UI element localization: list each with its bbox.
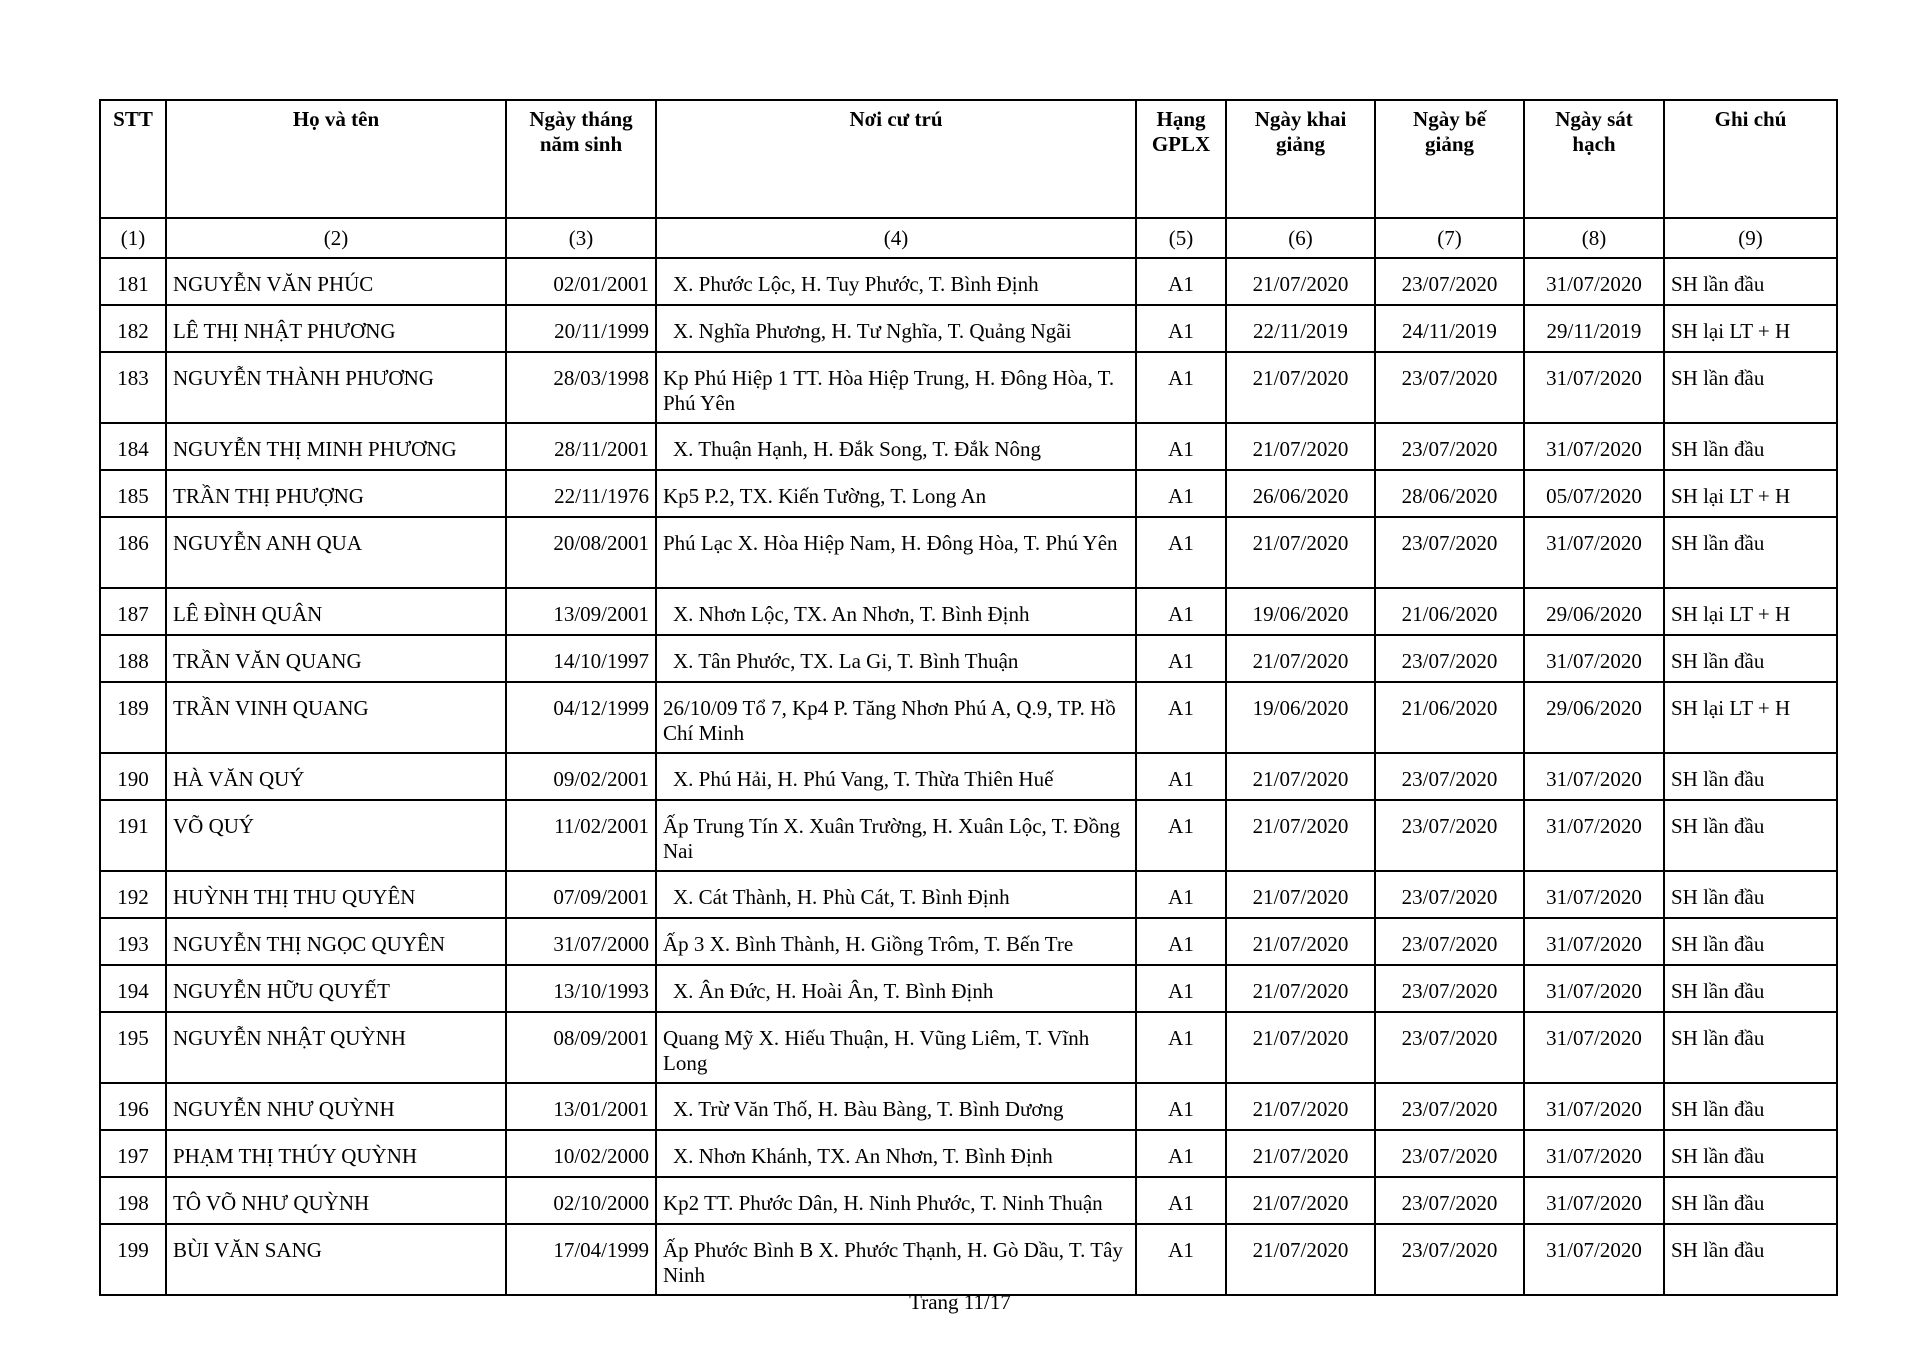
row-end-date: 23/07/2020 bbox=[1375, 423, 1524, 470]
row-start-date: 19/06/2020 bbox=[1226, 682, 1375, 753]
row-start-date: 21/07/2020 bbox=[1226, 871, 1375, 918]
row-address: X. Trừ Văn Thố, H. Bàu Bàng, T. Bình Dương bbox=[656, 1083, 1136, 1130]
row-license-class: A1 bbox=[1136, 635, 1226, 682]
row-stt: 197 bbox=[100, 1130, 166, 1177]
row-end-date: 23/07/2020 bbox=[1375, 800, 1524, 871]
row-license-class: A1 bbox=[1136, 305, 1226, 352]
table-row bbox=[100, 423, 1837, 470]
row-name: NGUYỄN VĂN PHÚC bbox=[166, 258, 506, 305]
row-dob: 11/02/2001 bbox=[506, 800, 656, 871]
row-exam-date: 31/07/2020 bbox=[1524, 871, 1664, 918]
row-end-date: 23/07/2020 bbox=[1375, 1177, 1524, 1224]
header-address: Nơi cư trú bbox=[656, 100, 1136, 218]
row-license-class: A1 bbox=[1136, 258, 1226, 305]
row-note: SH lần đầu bbox=[1664, 1177, 1837, 1224]
row-note: SH lần đầu bbox=[1664, 753, 1837, 800]
row-dob: 13/01/2001 bbox=[506, 1083, 656, 1130]
row-start-date: 21/07/2020 bbox=[1226, 1130, 1375, 1177]
row-dob: 31/07/2000 bbox=[506, 918, 656, 965]
row-dob: 14/10/1997 bbox=[506, 635, 656, 682]
row-start-date: 21/07/2020 bbox=[1226, 1083, 1375, 1130]
row-exam-date: 31/07/2020 bbox=[1524, 800, 1664, 871]
row-note: SH lần đầu bbox=[1664, 965, 1837, 1012]
table-row bbox=[100, 470, 1837, 517]
table-row bbox=[100, 871, 1837, 918]
row-dob: 07/09/2001 bbox=[506, 871, 656, 918]
row-stt: 185 bbox=[100, 470, 166, 517]
row-license-class: A1 bbox=[1136, 871, 1226, 918]
row-name: TÔ VÕ NHƯ QUỲNH bbox=[166, 1177, 506, 1224]
row-stt: 181 bbox=[100, 258, 166, 305]
row-name: NGUYỄN ANH QUA bbox=[166, 517, 506, 588]
row-address: X. Phước Lộc, H. Tuy Phước, T. Bình Định bbox=[656, 258, 1136, 305]
row-dob: 04/12/1999 bbox=[506, 682, 656, 753]
row-start-date: 21/07/2020 bbox=[1226, 1177, 1375, 1224]
header-end bbox=[1375, 100, 1524, 218]
row-note: SH lại LT + H bbox=[1664, 305, 1837, 352]
row-start-date: 21/07/2020 bbox=[1226, 517, 1375, 588]
row-end-date: 23/07/2020 bbox=[1375, 635, 1524, 682]
row-note: SH lần đầu bbox=[1664, 1224, 1837, 1295]
header-class bbox=[1136, 100, 1226, 218]
row-note: SH lần đầu bbox=[1664, 1083, 1837, 1130]
row-dob: 20/11/1999 bbox=[506, 305, 656, 352]
row-stt: 194 bbox=[100, 965, 166, 1012]
table-row bbox=[100, 258, 1837, 305]
row-exam-date: 31/07/2020 bbox=[1524, 1083, 1664, 1130]
row-start-date: 21/07/2020 bbox=[1226, 800, 1375, 871]
row-note: SH lần đầu bbox=[1664, 1012, 1837, 1083]
row-dob: 02/10/2000 bbox=[506, 1177, 656, 1224]
row-note: SH lần đầu bbox=[1664, 352, 1837, 423]
row-address: X. Thuận Hạnh, H. Đắk Song, T. Đắk Nông bbox=[656, 423, 1136, 470]
student-roster-table bbox=[99, 99, 1838, 1296]
header-stt: STT bbox=[100, 100, 166, 218]
row-start-date: 21/07/2020 bbox=[1226, 352, 1375, 423]
row-start-date: 21/07/2020 bbox=[1226, 753, 1375, 800]
row-address: Ấp Trung Tín X. Xuân Trường, H. Xuân Lộc, T. Đồng Nai bbox=[656, 800, 1136, 871]
row-license-class: A1 bbox=[1136, 800, 1226, 871]
header-end-line2: giảng bbox=[1424, 132, 1474, 156]
row-address: X. Ân Đức, H. Hoài Ân, T. Bình Định bbox=[656, 965, 1136, 1012]
row-exam-date: 31/07/2020 bbox=[1524, 258, 1664, 305]
table-row bbox=[100, 1224, 1837, 1295]
row-end-date: 23/07/2020 bbox=[1375, 753, 1524, 800]
row-name: PHẠM THỊ THÚY QUỲNH bbox=[166, 1130, 506, 1177]
row-license-class: A1 bbox=[1136, 918, 1226, 965]
table-row bbox=[100, 635, 1837, 682]
header-class-line2: GPLX bbox=[1151, 132, 1211, 156]
row-address: Ấp 3 X. Bình Thành, H. Giồng Trôm, T. Bến Tre bbox=[656, 918, 1136, 965]
row-exam-date: 31/07/2020 bbox=[1524, 1012, 1664, 1083]
row-license-class: A1 bbox=[1136, 753, 1226, 800]
row-name: TRẦN THỊ PHƯỢNG bbox=[166, 470, 506, 517]
row-end-date: 23/07/2020 bbox=[1375, 517, 1524, 588]
row-stt: 186 bbox=[100, 517, 166, 588]
row-exam-date: 05/07/2020 bbox=[1524, 470, 1664, 517]
row-address: X. Tân Phước, TX. La Gi, T. Bình Thuận bbox=[656, 635, 1136, 682]
table-row bbox=[100, 1083, 1837, 1130]
row-name: TRẦN VĂN QUANG bbox=[166, 635, 506, 682]
row-address: Kp Phú Hiệp 1 TT. Hòa Hiệp Trung, H. Đông Hòa, T. Phú Yên bbox=[656, 352, 1136, 423]
table-row bbox=[100, 1130, 1837, 1177]
row-address: Kp5 P.2, TX. Kiến Tường, T. Long An bbox=[656, 470, 1136, 517]
table-row bbox=[100, 517, 1837, 588]
row-name: NGUYỄN HỮU QUYẾT bbox=[166, 965, 506, 1012]
row-exam-date: 31/07/2020 bbox=[1524, 1177, 1664, 1224]
row-license-class: A1 bbox=[1136, 423, 1226, 470]
row-license-class: A1 bbox=[1136, 1083, 1226, 1130]
row-stt: 191 bbox=[100, 800, 166, 871]
column-number: (5) bbox=[1136, 218, 1226, 258]
row-address: X. Nghĩa Phương, H. Tư Nghĩa, T. Quảng Ngãi bbox=[656, 305, 1136, 352]
row-license-class: A1 bbox=[1136, 965, 1226, 1012]
row-exam-date: 29/11/2019 bbox=[1524, 305, 1664, 352]
row-address: Ấp Phước Bình B X. Phước Thạnh, H. Gò Dầu, T. Tây Ninh bbox=[656, 1224, 1136, 1295]
row-start-date: 21/07/2020 bbox=[1226, 1224, 1375, 1295]
row-dob: 17/04/1999 bbox=[506, 1224, 656, 1295]
row-end-date: 23/07/2020 bbox=[1375, 352, 1524, 423]
header-exam-line2: hạch bbox=[1572, 132, 1616, 156]
row-stt: 192 bbox=[100, 871, 166, 918]
row-address: X. Nhơn Khánh, TX. An Nhơn, T. Bình Định bbox=[656, 1130, 1136, 1177]
table-row bbox=[100, 918, 1837, 965]
row-dob: 28/03/1998 bbox=[506, 352, 656, 423]
row-dob: 02/01/2001 bbox=[506, 258, 656, 305]
header-end-line1: Ngày bế bbox=[1413, 107, 1486, 131]
header-note: Ghi chú bbox=[1664, 100, 1837, 218]
table-row bbox=[100, 588, 1837, 635]
table-row bbox=[100, 682, 1837, 753]
row-exam-date: 31/07/2020 bbox=[1524, 753, 1664, 800]
table-row bbox=[100, 753, 1837, 800]
row-name: HUỲNH THỊ THU QUYÊN bbox=[166, 871, 506, 918]
header-dob-line2: năm sinh bbox=[539, 132, 623, 156]
row-exam-date: 31/07/2020 bbox=[1524, 1130, 1664, 1177]
row-exam-date: 29/06/2020 bbox=[1524, 682, 1664, 753]
row-name: NGUYỄN THÀNH PHƯƠNG bbox=[166, 352, 506, 423]
row-address: Quang Mỹ X. Hiếu Thuận, H. Vũng Liêm, T. Vĩnh Long bbox=[656, 1012, 1136, 1083]
row-dob: 08/09/2001 bbox=[506, 1012, 656, 1083]
header-name: Họ và tên bbox=[166, 100, 506, 218]
row-exam-date: 31/07/2020 bbox=[1524, 352, 1664, 423]
row-license-class: A1 bbox=[1136, 1012, 1226, 1083]
table-row bbox=[100, 1012, 1837, 1083]
row-end-date: 21/06/2020 bbox=[1375, 682, 1524, 753]
row-address: X. Cát Thành, H. Phù Cát, T. Bình Định bbox=[656, 871, 1136, 918]
header-start-line2: giảng bbox=[1275, 132, 1325, 156]
table-row bbox=[100, 1177, 1837, 1224]
row-name: NGUYỄN THỊ NGỌC QUYÊN bbox=[166, 918, 506, 965]
row-stt: 195 bbox=[100, 1012, 166, 1083]
row-stt: 198 bbox=[100, 1177, 166, 1224]
row-exam-date: 31/07/2020 bbox=[1524, 517, 1664, 588]
row-exam-date: 31/07/2020 bbox=[1524, 1224, 1664, 1295]
row-stt: 182 bbox=[100, 305, 166, 352]
row-start-date: 21/07/2020 bbox=[1226, 258, 1375, 305]
row-start-date: 19/06/2020 bbox=[1226, 588, 1375, 635]
row-note: SH lần đầu bbox=[1664, 871, 1837, 918]
row-start-date: 21/07/2020 bbox=[1226, 423, 1375, 470]
row-name: VÕ QUÝ bbox=[166, 800, 506, 871]
row-end-date: 23/07/2020 bbox=[1375, 1012, 1524, 1083]
row-license-class: A1 bbox=[1136, 517, 1226, 588]
row-address: Kp2 TT. Phước Dân, H. Ninh Phước, T. Ninh Thuận bbox=[656, 1177, 1136, 1224]
table-row bbox=[100, 305, 1837, 352]
row-name: BÙI VĂN SANG bbox=[166, 1224, 506, 1295]
row-exam-date: 31/07/2020 bbox=[1524, 965, 1664, 1012]
row-end-date: 23/07/2020 bbox=[1375, 1083, 1524, 1130]
row-license-class: A1 bbox=[1136, 470, 1226, 517]
column-number: (7) bbox=[1375, 218, 1524, 258]
row-name: LÊ THỊ NHẬT PHƯƠNG bbox=[166, 305, 506, 352]
row-exam-date: 31/07/2020 bbox=[1524, 918, 1664, 965]
row-address: X. Nhơn Lộc, TX. An Nhơn, T. Bình Định bbox=[656, 588, 1136, 635]
row-name: NGUYỄN NHẬT QUỲNH bbox=[166, 1012, 506, 1083]
row-start-date: 21/07/2020 bbox=[1226, 918, 1375, 965]
row-end-date: 23/07/2020 bbox=[1375, 258, 1524, 305]
row-license-class: A1 bbox=[1136, 352, 1226, 423]
row-exam-date: 31/07/2020 bbox=[1524, 635, 1664, 682]
row-note: SH lần đầu bbox=[1664, 635, 1837, 682]
column-number: (1) bbox=[100, 218, 166, 258]
row-license-class: A1 bbox=[1136, 1177, 1226, 1224]
row-start-date: 21/07/2020 bbox=[1226, 1012, 1375, 1083]
column-number: (8) bbox=[1524, 218, 1664, 258]
header-exam bbox=[1524, 100, 1664, 218]
page-number: Trang 11/17 bbox=[909, 1290, 1011, 1314]
header-start-line1: Ngày khai bbox=[1254, 107, 1347, 131]
row-note: SH lần đầu bbox=[1664, 1130, 1837, 1177]
row-note: SH lần đầu bbox=[1664, 258, 1837, 305]
column-number: (2) bbox=[166, 218, 506, 258]
column-number-row bbox=[100, 218, 1837, 258]
row-address: 26/10/09 Tổ 7, Kp4 P. Tăng Nhơn Phú A, Q.9, TP. Hồ Chí Minh bbox=[656, 682, 1136, 753]
row-start-date: 21/07/2020 bbox=[1226, 635, 1375, 682]
header-dob bbox=[506, 100, 656, 218]
row-license-class: A1 bbox=[1136, 682, 1226, 753]
row-dob: 20/08/2001 bbox=[506, 517, 656, 588]
table-row bbox=[100, 352, 1837, 423]
header-exam-line1: Ngày sát bbox=[1555, 107, 1633, 131]
row-dob: 22/11/1976 bbox=[506, 470, 656, 517]
row-address: X. Phú Hải, H. Phú Vang, T. Thừa Thiên Huế bbox=[656, 753, 1136, 800]
row-dob: 09/02/2001 bbox=[506, 753, 656, 800]
row-exam-date: 29/06/2020 bbox=[1524, 588, 1664, 635]
column-number: (3) bbox=[506, 218, 656, 258]
row-license-class: A1 bbox=[1136, 1224, 1226, 1295]
header-row bbox=[100, 100, 1837, 218]
row-name: NGUYỄN THỊ MINH PHƯƠNG bbox=[166, 423, 506, 470]
row-dob: 28/11/2001 bbox=[506, 423, 656, 470]
row-stt: 184 bbox=[100, 423, 166, 470]
row-note: SH lần đầu bbox=[1664, 800, 1837, 871]
row-stt: 188 bbox=[100, 635, 166, 682]
column-number: (6) bbox=[1226, 218, 1375, 258]
row-stt: 187 bbox=[100, 588, 166, 635]
row-end-date: 28/06/2020 bbox=[1375, 470, 1524, 517]
row-end-date: 23/07/2020 bbox=[1375, 1224, 1524, 1295]
column-number: (9) bbox=[1664, 218, 1837, 258]
row-stt: 183 bbox=[100, 352, 166, 423]
row-stt: 193 bbox=[100, 918, 166, 965]
row-note: SH lại LT + H bbox=[1664, 588, 1837, 635]
row-end-date: 23/07/2020 bbox=[1375, 1130, 1524, 1177]
row-name: TRẦN VINH QUANG bbox=[166, 682, 506, 753]
row-address: Phú Lạc X. Hòa Hiệp Nam, H. Đông Hòa, T. Phú Yên bbox=[656, 517, 1136, 588]
table-row bbox=[100, 800, 1837, 871]
row-stt: 190 bbox=[100, 753, 166, 800]
row-end-date: 23/07/2020 bbox=[1375, 965, 1524, 1012]
row-dob: 13/09/2001 bbox=[506, 588, 656, 635]
row-start-date: 22/11/2019 bbox=[1226, 305, 1375, 352]
row-note: SH lần đầu bbox=[1664, 517, 1837, 588]
row-end-date: 21/06/2020 bbox=[1375, 588, 1524, 635]
row-stt: 189 bbox=[100, 682, 166, 753]
table-header bbox=[100, 100, 1837, 258]
row-license-class: A1 bbox=[1136, 1130, 1226, 1177]
table-row bbox=[100, 965, 1837, 1012]
row-name: NGUYỄN NHƯ QUỲNH bbox=[166, 1083, 506, 1130]
header-class-line1: Hạng bbox=[1156, 107, 1206, 131]
row-end-date: 23/07/2020 bbox=[1375, 871, 1524, 918]
row-note: SH lần đầu bbox=[1664, 918, 1837, 965]
header-start bbox=[1226, 100, 1375, 218]
row-stt: 196 bbox=[100, 1083, 166, 1130]
row-dob: 10/02/2000 bbox=[506, 1130, 656, 1177]
row-stt: 199 bbox=[100, 1224, 166, 1295]
row-name: HÀ VĂN QUÝ bbox=[166, 753, 506, 800]
row-note: SH lần đầu bbox=[1664, 423, 1837, 470]
row-exam-date: 31/07/2020 bbox=[1524, 423, 1664, 470]
row-start-date: 26/06/2020 bbox=[1226, 470, 1375, 517]
row-note: SH lại LT + H bbox=[1664, 682, 1837, 753]
row-end-date: 24/11/2019 bbox=[1375, 305, 1524, 352]
row-dob: 13/10/1993 bbox=[506, 965, 656, 1012]
table-body bbox=[100, 258, 1837, 1295]
row-end-date: 23/07/2020 bbox=[1375, 918, 1524, 965]
column-number: (4) bbox=[656, 218, 1136, 258]
row-name: LÊ ĐÌNH QUÂN bbox=[166, 588, 506, 635]
row-license-class: A1 bbox=[1136, 588, 1226, 635]
row-note: SH lại LT + H bbox=[1664, 470, 1837, 517]
row-start-date: 21/07/2020 bbox=[1226, 965, 1375, 1012]
header-dob-line1: Ngày tháng bbox=[529, 107, 633, 131]
